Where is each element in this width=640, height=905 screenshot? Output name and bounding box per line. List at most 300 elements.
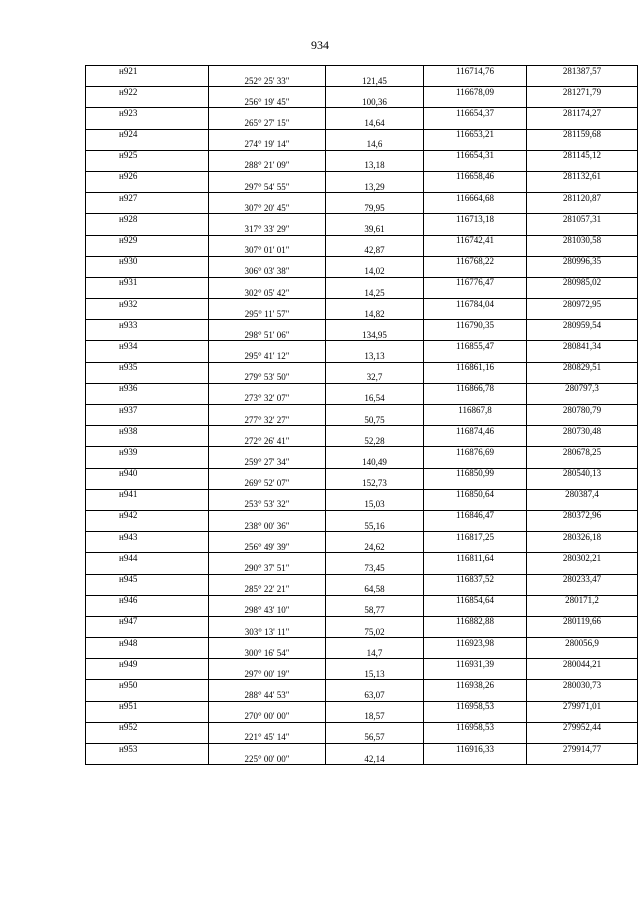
empty-cell [527,754,638,765]
segment-distance: 64,58 [326,585,424,596]
point-x: 116654,37 [424,108,527,119]
segment-angle: 274° 19' 14" [209,140,326,151]
empty-cell [326,362,424,373]
segment-distance: 14,02 [326,267,424,278]
empty-cell [424,352,527,363]
point-x: 116846,47 [424,510,527,521]
point-x: 116664,68 [424,193,527,204]
point-x: 116850,99 [424,468,527,479]
empty-cell [86,161,209,172]
segment-row [86,76,638,87]
point-row [86,171,638,182]
empty-cell [326,108,424,119]
empty-cell [209,744,326,755]
empty-cell [326,383,424,394]
segment-row [86,182,638,193]
point-y: 280387,4 [527,489,638,500]
empty-cell [326,405,424,416]
segment-row [86,585,638,596]
point-row [86,235,638,246]
empty-cell [424,140,527,151]
empty-cell [86,691,209,702]
empty-cell [86,627,209,638]
empty-cell [424,309,527,320]
point-y: 280326,18 [527,532,638,543]
empty-cell [424,394,527,405]
segment-distance: 15,13 [326,669,424,680]
empty-cell [86,224,209,235]
point-name: н938 [86,426,209,437]
empty-cell [326,66,424,77]
segment-angle: 298° 51' 06" [209,330,326,341]
segment-distance: 52,28 [326,436,424,447]
empty-cell [326,701,424,712]
empty-cell [209,426,326,437]
point-row [86,574,638,585]
empty-cell [424,733,527,744]
point-x: 116790,35 [424,320,527,331]
point-row [86,722,638,733]
empty-cell [209,87,326,98]
point-x: 116817,25 [424,532,527,543]
segment-row [86,712,638,723]
empty-cell [209,553,326,564]
empty-cell [527,140,638,151]
point-y: 279971,01 [527,701,638,712]
empty-cell [527,394,638,405]
empty-cell [326,680,424,691]
segment-row [86,288,638,299]
point-name: н925 [86,150,209,161]
segment-row [86,457,638,468]
segment-angle: 300° 16' 54" [209,648,326,659]
empty-cell [209,299,326,310]
empty-cell [527,521,638,532]
empty-cell [209,362,326,373]
segment-row [86,648,638,659]
point-name: н922 [86,87,209,98]
segment-distance: 134,95 [326,330,424,341]
point-x: 116768,22 [424,256,527,267]
point-row [86,87,638,98]
point-name: н923 [86,108,209,119]
empty-cell [326,256,424,267]
empty-cell [326,87,424,98]
empty-cell [326,235,424,246]
empty-cell [86,352,209,363]
point-row [86,426,638,437]
empty-cell [424,521,527,532]
empty-cell [86,288,209,299]
empty-cell [326,171,424,182]
point-y: 280996,35 [527,256,638,267]
empty-cell [424,563,527,574]
point-y: 281145,12 [527,150,638,161]
empty-cell [527,309,638,320]
point-name: н945 [86,574,209,585]
empty-cell [527,352,638,363]
point-name: н948 [86,638,209,649]
point-x: 116931,39 [424,659,527,670]
point-x: 116876,69 [424,447,527,458]
empty-cell [86,479,209,490]
empty-cell [209,489,326,500]
point-row [86,595,638,606]
segment-distance: 14,6 [326,140,424,151]
segment-row [86,330,638,341]
empty-cell [527,76,638,87]
empty-cell [527,118,638,129]
point-name: н952 [86,722,209,733]
empty-cell [86,733,209,744]
empty-cell [424,415,527,426]
point-x: 116938,26 [424,680,527,691]
point-y: 280829,51 [527,362,638,373]
point-row [86,150,638,161]
empty-cell [209,150,326,161]
segment-distance: 42,87 [326,246,424,257]
empty-cell [86,712,209,723]
segment-distance: 32,7 [326,373,424,384]
point-y: 279914,77 [527,744,638,755]
empty-cell [527,246,638,257]
empty-cell [326,150,424,161]
point-row [86,638,638,649]
segment-row [86,203,638,214]
empty-cell [326,299,424,310]
segment-angle: 288° 44' 53" [209,691,326,702]
point-y: 280959,54 [527,320,638,331]
point-row [86,616,638,627]
segment-angle: 290° 37' 51" [209,563,326,574]
empty-cell [86,415,209,426]
empty-cell [86,76,209,87]
point-y: 280171,2 [527,595,638,606]
point-name: н924 [86,129,209,140]
point-row [86,193,638,204]
segment-row [86,669,638,680]
point-y: 279952,44 [527,722,638,733]
point-x: 116958,53 [424,701,527,712]
empty-cell [424,479,527,490]
empty-cell [424,76,527,87]
point-name: н946 [86,595,209,606]
point-name: н926 [86,171,209,182]
point-name: н941 [86,489,209,500]
empty-cell [424,436,527,447]
segment-angle: 317° 33' 29" [209,224,326,235]
segment-distance: 100,36 [326,97,424,108]
empty-cell [326,595,424,606]
point-x: 116854,64 [424,595,527,606]
segment-row [86,733,638,744]
segment-row [86,436,638,447]
empty-cell [209,383,326,394]
point-name: н939 [86,447,209,458]
point-name: н942 [86,510,209,521]
segment-row [86,373,638,384]
empty-cell [326,553,424,564]
point-name: н937 [86,405,209,416]
segment-angle: 307° 20' 45" [209,203,326,214]
point-y: 280044,21 [527,659,638,670]
point-x: 116866,78 [424,383,527,394]
empty-cell [86,542,209,553]
segment-row [86,691,638,702]
point-row [86,468,638,479]
point-y: 281120,87 [527,193,638,204]
empty-cell [209,108,326,119]
empty-cell [424,606,527,617]
empty-cell [527,415,638,426]
point-row [86,256,638,267]
empty-cell [527,500,638,511]
segment-row [86,479,638,490]
segment-angle: 306° 03' 38" [209,267,326,278]
empty-cell [86,585,209,596]
point-x: 116653,21 [424,129,527,140]
segment-row [86,97,638,108]
point-name: н931 [86,277,209,288]
segment-angle: 259° 27' 34" [209,457,326,468]
point-x: 116916,33 [424,744,527,755]
empty-cell [86,246,209,257]
segment-distance: 18,57 [326,712,424,723]
point-x: 116713,18 [424,214,527,225]
point-row [86,510,638,521]
empty-cell [326,447,424,458]
point-y: 280540,13 [527,468,638,479]
point-y: 280302,21 [527,553,638,564]
point-name: н929 [86,235,209,246]
segment-row [86,140,638,151]
empty-cell [86,267,209,278]
segment-distance: 73,45 [326,563,424,574]
empty-cell [424,224,527,235]
empty-cell [326,468,424,479]
empty-cell [209,256,326,267]
empty-cell [527,563,638,574]
empty-cell [527,267,638,278]
empty-cell [424,648,527,659]
segment-distance: 14,7 [326,648,424,659]
point-name: н944 [86,553,209,564]
point-x: 116654,31 [424,150,527,161]
empty-cell [527,691,638,702]
empty-cell [209,722,326,733]
segment-distance: 13,18 [326,161,424,172]
point-y: 280119,66 [527,616,638,627]
point-y: 280730,48 [527,426,638,437]
empty-cell [527,436,638,447]
segment-distance: 140,49 [326,457,424,468]
point-y: 281159,68 [527,129,638,140]
empty-cell [86,97,209,108]
empty-cell [424,288,527,299]
point-row [86,214,638,225]
point-row [86,659,638,670]
point-name: н933 [86,320,209,331]
empty-cell [424,457,527,468]
empty-cell [326,341,424,352]
segment-row [86,542,638,553]
empty-cell [527,182,638,193]
point-x: 116784,04 [424,299,527,310]
empty-cell [326,129,424,140]
empty-cell [209,468,326,479]
segment-angle: 279° 53' 50" [209,373,326,384]
empty-cell [527,97,638,108]
point-name: н949 [86,659,209,670]
empty-cell [424,542,527,553]
empty-cell [527,161,638,172]
segment-angle: 297° 54' 55" [209,182,326,193]
empty-cell [326,638,424,649]
segment-angle: 270° 00' 00" [209,712,326,723]
point-row [86,680,638,691]
empty-cell [527,373,638,384]
point-y: 281030,58 [527,235,638,246]
segment-angle: 307° 01' 01" [209,246,326,257]
segment-row [86,161,638,172]
point-x: 116742,41 [424,235,527,246]
empty-cell [527,479,638,490]
segment-angle: 297° 00' 19" [209,669,326,680]
empty-cell [86,754,209,765]
empty-cell [527,606,638,617]
point-row [86,108,638,119]
empty-cell [527,627,638,638]
point-x: 116850,64 [424,489,527,500]
point-row [86,532,638,543]
segment-angle: 221° 45' 14" [209,733,326,744]
segment-row [86,352,638,363]
point-row [86,405,638,416]
segment-row [86,563,638,574]
empty-cell [209,235,326,246]
segment-distance: 14,25 [326,288,424,299]
point-y: 280797,3 [527,383,638,394]
point-name: н940 [86,468,209,479]
segment-angle: 253° 53' 32" [209,500,326,511]
segment-distance: 13,29 [326,182,424,193]
point-name: н928 [86,214,209,225]
empty-cell [424,712,527,723]
point-x: 116867,8 [424,405,527,416]
empty-cell [424,330,527,341]
point-y: 280972,95 [527,299,638,310]
point-y: 280678,25 [527,447,638,458]
segment-distance: 58,77 [326,606,424,617]
segment-angle: 277° 32' 27" [209,415,326,426]
segment-row [86,224,638,235]
segment-angle: 285° 22' 21" [209,585,326,596]
segment-angle: 288° 21' 09" [209,161,326,172]
segment-distance: 39,61 [326,224,424,235]
empty-cell [527,203,638,214]
segment-distance: 152,73 [326,479,424,490]
point-name: н932 [86,299,209,310]
empty-cell [209,320,326,331]
point-x: 116811,64 [424,553,527,564]
point-x: 116958,53 [424,722,527,733]
coordinates-table-body [86,66,638,765]
segment-angle: 225° 00' 00" [209,754,326,765]
point-name: н935 [86,362,209,373]
segment-distance: 75,02 [326,627,424,638]
point-row [86,299,638,310]
point-x: 116776,47 [424,277,527,288]
point-x: 116882,88 [424,616,527,627]
segment-distance: 121,45 [326,76,424,87]
point-name: н936 [86,383,209,394]
point-row [86,383,638,394]
empty-cell [209,510,326,521]
empty-cell [86,394,209,405]
empty-cell [527,648,638,659]
segment-distance: 14,64 [326,118,424,129]
empty-cell [209,595,326,606]
point-x: 116855,47 [424,341,527,352]
empty-cell [326,510,424,521]
point-y: 281271,79 [527,87,638,98]
segment-angle: 298° 43' 10" [209,606,326,617]
empty-cell [86,182,209,193]
empty-cell [209,659,326,670]
empty-cell [209,277,326,288]
segment-distance: 55,16 [326,521,424,532]
empty-cell [209,638,326,649]
empty-cell [424,585,527,596]
empty-cell [424,246,527,257]
empty-cell [326,489,424,500]
empty-cell [424,373,527,384]
page-number: 934 [311,38,329,52]
empty-cell [86,669,209,680]
empty-cell [326,277,424,288]
point-x: 116837,52 [424,574,527,585]
empty-cell [209,701,326,712]
segment-distance: 50,75 [326,415,424,426]
segment-angle: 272° 26' 41" [209,436,326,447]
empty-cell [86,309,209,320]
point-y: 281387,57 [527,66,638,77]
segment-row [86,394,638,405]
point-x: 116861,16 [424,362,527,373]
empty-cell [209,66,326,77]
segment-distance: 63,07 [326,691,424,702]
point-x: 116923,98 [424,638,527,649]
point-row [86,447,638,458]
point-y: 280841,34 [527,341,638,352]
point-row [86,341,638,352]
empty-cell [527,733,638,744]
point-x: 116714,76 [424,66,527,77]
segment-row [86,500,638,511]
point-x: 116658,46 [424,171,527,182]
empty-cell [86,563,209,574]
segment-row [86,118,638,129]
segment-row [86,267,638,278]
segment-angle: 238° 00' 36" [209,521,326,532]
empty-cell [209,574,326,585]
segment-row [86,246,638,257]
segment-row [86,754,638,765]
empty-cell [424,627,527,638]
empty-cell [86,203,209,214]
empty-cell [424,182,527,193]
empty-cell [86,118,209,129]
